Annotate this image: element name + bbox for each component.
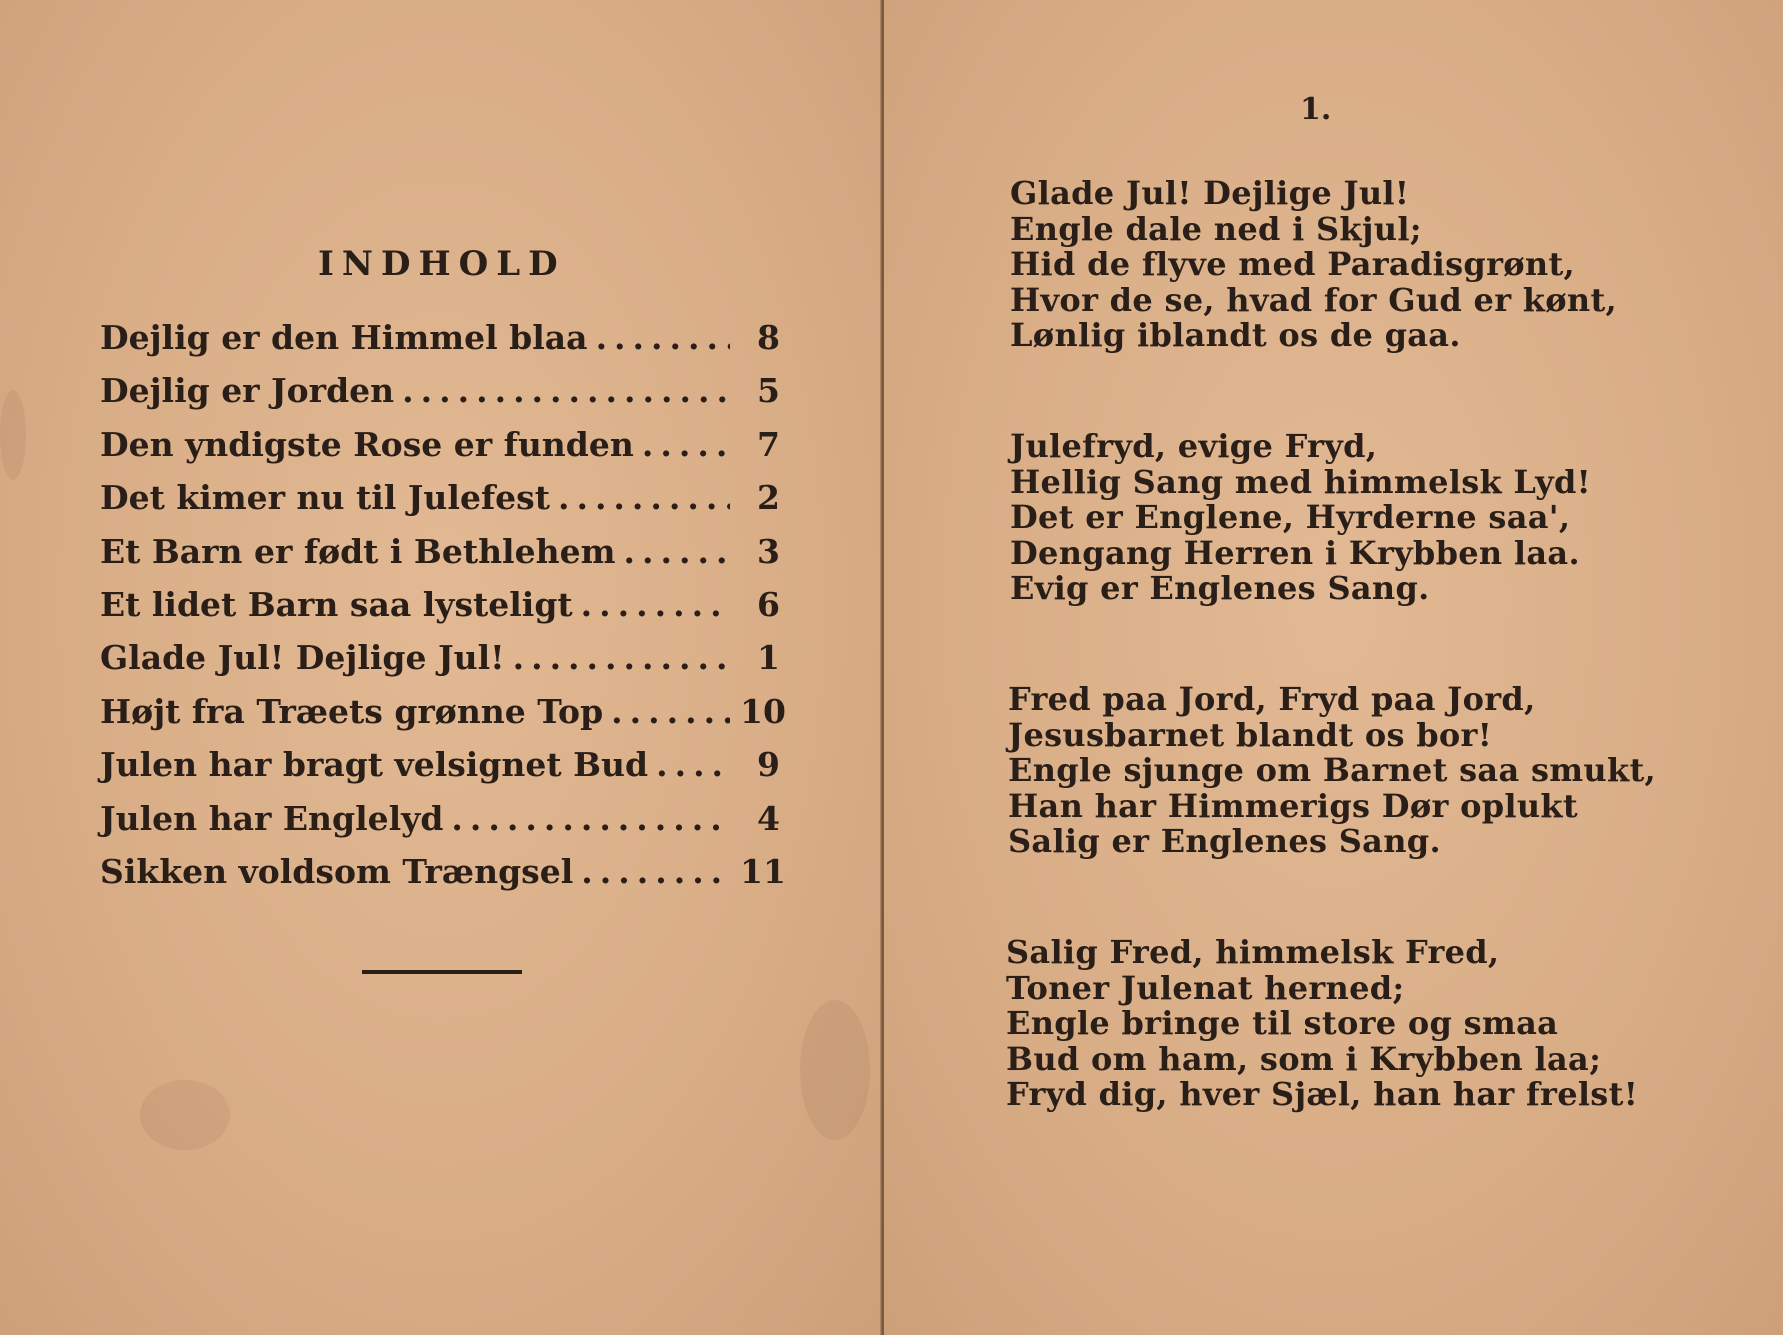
song-number: 1. xyxy=(1300,92,1332,127)
verse-line: Salig er Englenes Sang. xyxy=(1008,822,1441,861)
verse xyxy=(1010,176,1656,354)
toc-entry xyxy=(100,318,780,371)
toc-entry xyxy=(100,585,780,638)
verse xyxy=(1010,426,1656,608)
decorative-rule xyxy=(362,970,522,974)
verse-line: Fred paa Jord, Fryd paa Jord, xyxy=(1008,679,1536,718)
toc-entry-page: 1 xyxy=(757,638,780,678)
toc-entry-page: 10 xyxy=(740,691,786,731)
verse-line: Det er Englene, Hyrderne saa', xyxy=(1010,498,1571,537)
verse-line: Toner Julenat herned; xyxy=(1006,968,1405,1007)
verse-line: Bud om ham, som i Krybben laa; xyxy=(1006,1039,1602,1078)
verse-line: Hellig Sang med himmelsk Lyd! xyxy=(1010,462,1591,501)
verse xyxy=(1008,679,1656,861)
verse-line: Han har Himmerigs Dør oplukt xyxy=(1008,786,1578,825)
toc-entry-title: Sikken voldsom Trængsel xyxy=(100,851,574,891)
verse-line: Engle sjunge om Barnet saa smukt, xyxy=(1008,751,1656,790)
toc-leader-dots xyxy=(581,852,730,891)
verse xyxy=(1006,932,1656,1114)
toc-entry xyxy=(100,638,780,691)
toc-entry xyxy=(100,691,786,745)
verse-line: Fryd dig, hver Sjæl, han har frelst! xyxy=(1006,1075,1639,1114)
toc-leader-dots xyxy=(611,692,730,731)
toc-entry-title: Et Barn er født i Bethlehem xyxy=(100,531,616,571)
toc-leader-dots xyxy=(513,638,730,677)
contents-heading: INDHOLD xyxy=(318,244,566,284)
verse-line: Julefryd, evige Fryd, xyxy=(1010,426,1378,465)
toc-entry-page: 11 xyxy=(740,851,786,891)
verse-line: Hvor de se, hvad for Gud er kønt, xyxy=(1010,280,1617,319)
toc-entry-title: Et lidet Barn saa lysteligt xyxy=(100,584,573,624)
toc-entry xyxy=(100,532,780,585)
toc-entry-title: Julen har bragt velsignet Bud xyxy=(100,745,649,785)
toc-entry-page: 4 xyxy=(757,798,780,838)
toc-entry xyxy=(100,745,780,798)
paper-stain xyxy=(0,390,26,480)
toc-entry-page: 9 xyxy=(757,745,780,785)
toc-entry-title: Dejlig er Jorden xyxy=(100,371,395,411)
table-of-contents xyxy=(100,318,786,905)
toc-entry-page: 6 xyxy=(757,584,780,624)
toc-entry-title: Glade Jul! Dejlige Jul! xyxy=(100,638,505,678)
toc-entry-title: Det kimer nu til Julefest xyxy=(100,478,550,518)
toc-entry-page: 8 xyxy=(757,318,780,357)
verse-line: Dengang Herren i Krybben laa. xyxy=(1010,533,1580,572)
verse-line: Engle bringe til store og smaa xyxy=(1006,1004,1559,1043)
toc-leader-dots xyxy=(656,745,730,784)
verse-line: Lønlig iblandt os de gaa. xyxy=(1010,316,1461,355)
paper-stain xyxy=(140,1080,230,1150)
toc-leader-dots xyxy=(402,371,730,410)
toc-entry-title: Dejlig er den Himmel blaa xyxy=(100,318,588,357)
toc-leader-dots xyxy=(451,799,730,838)
toc-leader-dots xyxy=(642,425,730,464)
toc-leader-dots xyxy=(558,478,730,517)
verse-line: Glade Jul! Dejlige Jul! xyxy=(1010,174,1410,212)
toc-entry-page: 5 xyxy=(757,371,780,411)
toc-leader-dots xyxy=(596,318,730,357)
verse-line: Engle dale ned i Skjul; xyxy=(1010,209,1422,248)
verse-line: Salig Fred, himmelsk Fred, xyxy=(1006,932,1500,971)
verse-line: Jesusbarnet blandt os bor! xyxy=(1008,715,1493,754)
toc-entry-page: 7 xyxy=(757,424,780,464)
toc-entry xyxy=(100,478,780,531)
toc-entry-title: Julen har Englelyd xyxy=(100,798,444,838)
verse-line: Hid de flyve med Paradisgrønt, xyxy=(1010,245,1575,284)
toc-leader-dots xyxy=(581,585,730,624)
toc-entry-page: 2 xyxy=(757,478,780,518)
paper-stain xyxy=(800,1000,870,1140)
toc-entry xyxy=(100,371,780,424)
toc-entry-page: 3 xyxy=(757,531,780,571)
toc-leader-dots xyxy=(624,532,731,571)
song-lyrics xyxy=(1006,174,1656,1114)
toc-entry-title: Den yndigste Rose er funden xyxy=(100,424,634,464)
toc-entry xyxy=(100,851,786,905)
toc-entry-title: Højt fra Træets grønne Top xyxy=(100,691,604,731)
toc-entry xyxy=(100,799,780,852)
verse-line: Evig er Englenes Sang. xyxy=(1010,569,1430,608)
toc-entry xyxy=(100,425,780,478)
